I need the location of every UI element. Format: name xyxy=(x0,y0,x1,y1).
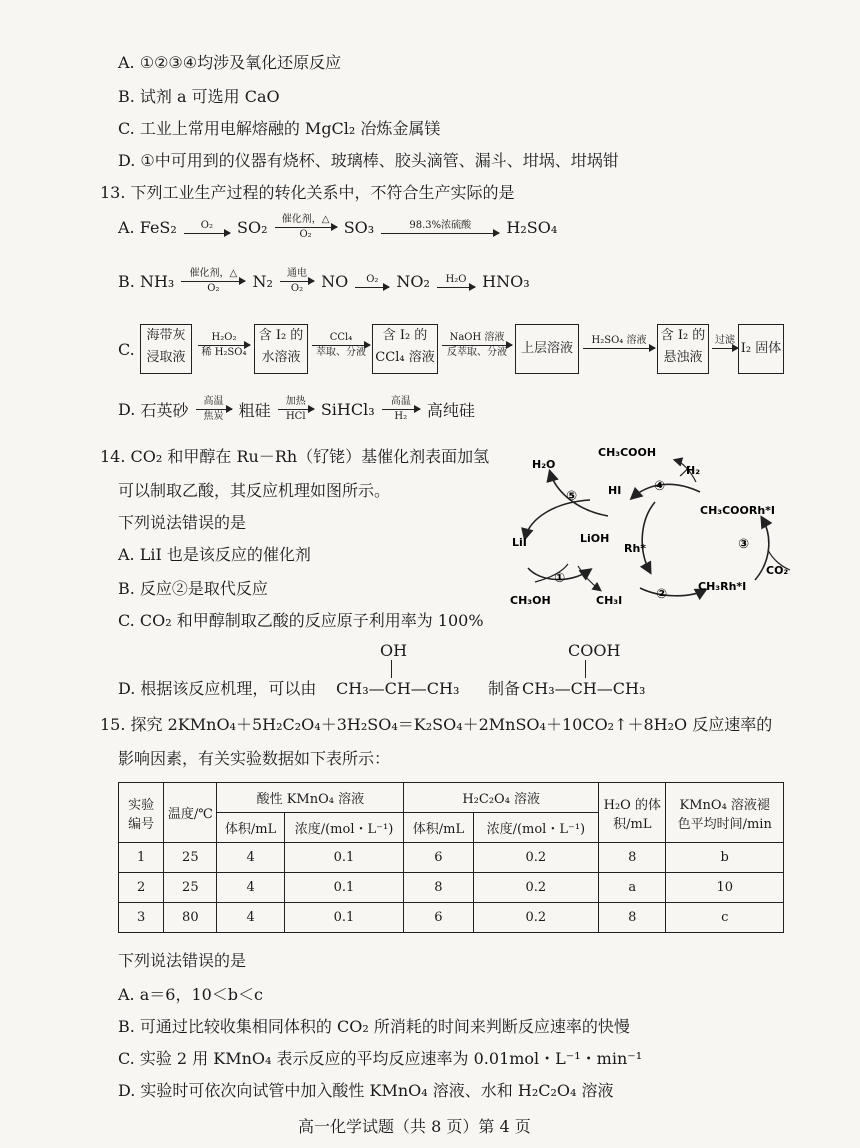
product: SiHCl₃ xyxy=(320,400,375,419)
option-label: D. xyxy=(118,400,136,419)
product: H₂SO₄ xyxy=(506,218,558,237)
q14-option-c: C. CO₂ 和甲醇制取乙酸的反应原子利用率为 100% xyxy=(118,611,484,630)
condition-top: 催化剂，△ xyxy=(189,268,238,279)
condition-top: 通电 xyxy=(287,268,308,279)
label-ch3cooh: CH₃COOH xyxy=(598,446,657,459)
page-footer: 高一化学试题（共 8 页）第 4 页 xyxy=(298,1117,531,1136)
flow-arrow-1: H₂O₂ 稀 H₂SO₄ xyxy=(196,332,248,359)
product: SO₂ xyxy=(237,218,268,237)
product: NO xyxy=(321,272,349,291)
header-temp: 温度/℃ xyxy=(164,783,217,843)
bond-line xyxy=(585,660,586,678)
q13-option-d: D. 石英砂 高温 焦炭 粗硅 加热 HCl SiHCl₃ 高温 H₂ 高纯硅 xyxy=(118,396,475,422)
header-h2o: H₂O 的体 积/mL xyxy=(599,783,666,843)
q14-stem-line1: 14. CO₂ 和甲醇在 Ru－Rh（钌铑）基催化剂表面加氢 xyxy=(100,447,490,466)
header-fade-time: KMnO₄ 溶液褪 色平均时间/min xyxy=(666,783,784,843)
arrow xyxy=(181,281,245,282)
q12-option-a: A. ①②③④均涉及氧化还原反应 xyxy=(118,53,342,72)
label-hi: HI xyxy=(608,484,622,497)
condition-bottom: O₂ xyxy=(299,229,312,240)
arc-2 xyxy=(640,588,705,596)
label-co2: CO₂ xyxy=(766,564,789,577)
step-1: ① xyxy=(554,571,566,586)
condition-bottom: O₂ xyxy=(290,283,304,294)
label-ch3coorhi: CH₃COORh*I xyxy=(700,504,776,517)
flow-box-kelp: 海带灰 浸取液 xyxy=(140,324,192,374)
reactant: NH₃ xyxy=(139,272,175,291)
arrow xyxy=(275,227,337,228)
q15-option-d: D. 实验时可依次向试管中加入酸性 KMnO₄ 溶液、水和 H₂C₂O₄ 溶液 xyxy=(118,1081,614,1100)
label-lioh: LiOH xyxy=(580,532,610,545)
arrow xyxy=(381,233,499,234)
q15-stem-line1: 15. 探究 2KMnO₄＋5H₂C₂O₄＋3H₂SO₄＝K₂SO₄＋2MnSO₄＋10CO₂↑＋8H₂O 反应速率的 xyxy=(100,715,773,734)
q12-option-b: B. 试剂 a 可选用 CaO xyxy=(118,87,280,106)
flow-arrow-2: CCl₄ 萃取、分液 xyxy=(310,332,368,359)
label-ch3oh: CH₃OH xyxy=(510,594,551,607)
q14-option-b: B. 反应②是取代反应 xyxy=(118,579,268,598)
condition-top: O₂ xyxy=(200,220,214,231)
product: NO₂ xyxy=(396,272,430,291)
q15-option-c: C. 实验 2 用 KMnO₄ 表示反应的平均反应速率为 0.01mol・L⁻¹・min⁻¹ xyxy=(118,1049,643,1068)
structure-isobutyric-acid: CH₃—CH—CH₃ xyxy=(522,679,646,698)
flow-arrow-5: 过滤 xyxy=(710,332,738,351)
q13-option-a xyxy=(118,214,557,241)
q14-option-d: D. 根据该反应机理，可以由 xyxy=(118,679,317,698)
q15-stem-line2: 影响因素，有关实验数据如下表所示： xyxy=(118,749,391,768)
structure-oh-label: OH xyxy=(380,641,408,660)
condition-top: O₂ xyxy=(366,274,379,285)
condition-top: 催化剂，△ xyxy=(281,214,330,225)
structure-cooh-label: COOH xyxy=(568,641,621,660)
arrow xyxy=(184,233,230,234)
header-kmno4: 酸性 KMnO₄ 溶液 xyxy=(217,783,404,813)
table-row: 2 25 4 0.1 8 0.2 a 10 xyxy=(119,873,784,903)
q15-option-b: B. 可通过比较收集相同体积的 CO₂ 所消耗的时间来判断反应速率的快慢 xyxy=(118,1017,630,1036)
q15-ask: 下列说法错误的是 xyxy=(118,951,247,970)
q14-d-middle: 制备 xyxy=(488,679,521,698)
product: SO₃ xyxy=(343,218,375,237)
arrow xyxy=(355,287,389,288)
product: N₂ xyxy=(252,272,273,291)
condition-bottom: O₂ xyxy=(207,283,220,294)
option-label: B. xyxy=(118,272,135,291)
experiment-table xyxy=(118,782,784,933)
header-concentration: 浓度/(mol・L⁻¹) xyxy=(284,813,404,843)
header-no: 实验 编号 xyxy=(119,783,164,843)
product: 粗硅 xyxy=(238,401,271,420)
q15-option-a: A. a＝6，10＜b＜c xyxy=(118,985,264,1004)
arc-4 xyxy=(632,484,700,498)
step-2: ② xyxy=(656,587,668,602)
arrow xyxy=(280,281,314,282)
arrow xyxy=(437,287,475,288)
arc-5 xyxy=(550,472,608,516)
flow-box-ccl4: 含 I₂ 的 CCl₄ 溶液 xyxy=(372,324,438,374)
label-ch3i: CH₃I xyxy=(596,594,623,607)
flow-box-solid: I₂ 固体 xyxy=(738,324,784,374)
step-4: ④ xyxy=(654,479,666,494)
reactant: FeS₂ xyxy=(139,218,177,237)
q13-stem: 13. 下列工业生产过程的转化关系中，不符合生产实际的是 xyxy=(100,183,515,202)
q14-option-a: A. LiI 也是该反应的催化剂 xyxy=(118,545,311,564)
flow-arrow-4: H₂SO₄ 溶液 xyxy=(581,332,653,351)
header-h2c2o4: H₂C₂O₄ 溶液 xyxy=(404,783,599,813)
bond-line xyxy=(391,660,392,678)
product: 高纯硅 xyxy=(426,401,475,420)
q14-ask: 下列说法错误的是 xyxy=(118,513,247,532)
table-row: 1 25 4 0.1 6 0.2 8 b xyxy=(119,843,784,873)
flow-box-aqueous: 含 I₂ 的 水溶液 xyxy=(254,324,308,374)
flow-box-upper-layer: 上层溶液 xyxy=(515,324,579,374)
step-3: ③ xyxy=(738,537,750,552)
q12-option-d: D. ①中可用到的仪器有烧杯、玻璃棒、胶头滴管、漏斗、坩埚、坩埚钳 xyxy=(118,151,619,170)
flow-arrow-3: NaOH 溶液 反萃取、分液 xyxy=(440,332,510,359)
label-h2: H₂ xyxy=(686,464,701,477)
arc-rh xyxy=(642,502,655,572)
option-label: A. xyxy=(118,218,135,237)
ch3i-out xyxy=(578,566,600,590)
structure-isopropanol: CH₃—CH—CH₃ xyxy=(336,679,460,698)
label-ch3rhi: CH₃Rh*I xyxy=(698,580,747,593)
condition-top: 98.3%浓硫酸 xyxy=(409,220,472,231)
table-row: 3 80 4 0.1 6 0.2 8 c xyxy=(119,903,784,933)
reaction-mechanism-diagram xyxy=(500,440,800,620)
label-h2o: H₂O xyxy=(532,458,556,471)
product: HNO₃ xyxy=(482,272,530,291)
step-5: ⑤ xyxy=(566,489,578,504)
reactant: 石英砂 xyxy=(140,401,189,420)
label-rh: Rh* xyxy=(624,542,647,555)
option-label: C. xyxy=(118,340,135,359)
q12-option-c: C. 工业上常用电解熔融的 MgCl₂ 冶炼金属镁 xyxy=(118,119,441,138)
header-volume: 体积/mL xyxy=(404,813,473,843)
flow-box-suspension: 含 I₂ 的 悬浊液 xyxy=(657,324,709,374)
q14-stem-line2: 可以制取乙酸，其反应机理如图所示。 xyxy=(118,481,391,500)
header-concentration: 浓度/(mol・L⁻¹) xyxy=(473,813,599,843)
condition-top: H₂O xyxy=(445,274,467,285)
label-lii: LiI xyxy=(512,536,527,549)
header-volume: 体积/mL xyxy=(217,813,284,843)
q13-option-b xyxy=(118,268,530,295)
